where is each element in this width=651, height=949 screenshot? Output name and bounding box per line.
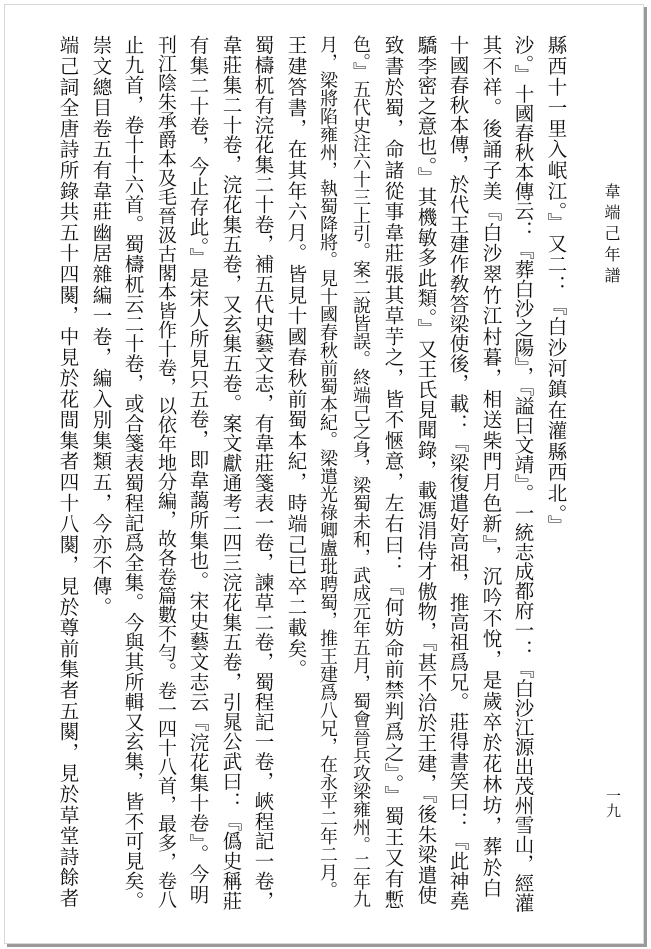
text-column: 刊江陰朱承爵本及毛晉汲古閣本皆作十卷，以依年地分編，故各卷篇數不勻。卷一四十八首，最多，卷八 bbox=[155, 35, 177, 909]
text-column: 驕李密之意也。』其機敏多此類。』又王氏見聞錄，載馮涓侍才傲物，『甚不洽於王建，『後朱梁遣使 bbox=[414, 35, 438, 905]
text-column: 沙。』十國春秋本傳云：『葬白沙之陽』，『謚曰文靖』。一統志成都府一：『白沙江源出茂州雪山，經灌 bbox=[511, 35, 535, 913]
text-column: 崇文總目卷五有韋莊幽居雜編一卷，編入別集類五，今亦不傳。 bbox=[89, 35, 113, 618]
text-column: 韋莊集二十卷，浣花集五卷，又玄集五卷。案文獻通考二四三浣花集五卷，引晁公武曰：『僞史稱莊 bbox=[219, 35, 243, 911]
text-column: 月，梁將陷雍州，執蜀降將。見十國春秋前蜀本紀。梁遣光祿卿盧玭聘蜀，推王建爲八兄，在永平二年二月。 bbox=[317, 35, 338, 899]
text-column: 十國春秋本傳，於代王建作敎答梁使後，載：『梁復遣好高祖，推高祖爲兄。莊得書笑曰：『此神堯 bbox=[446, 35, 470, 911]
book-page bbox=[4, 4, 644, 944]
text-column: 致書於蜀，命諸從事韋莊張其草芋之，皆不愜意，左右曰：『何妨命前禁判爲之』。』蜀王又有慙 bbox=[381, 35, 405, 910]
text-column: 色。』五代史注六十三上引。案二說皆誤。終端己之身，梁蜀未和，武成元年五月，蜀會晉兵攻梁雍州。二年九 bbox=[350, 35, 371, 908]
text-column: 止九首，卷十十六首。蜀檮杌云二十卷，或合箋表蜀程記爲全集。今與其所輯又玄集，皆不可見矣。 bbox=[121, 35, 145, 911]
page-number: 一九 bbox=[604, 788, 622, 818]
text-column: 縣西十一里入岷江。』又二：『白沙河鎮在灌縣西北。』 bbox=[544, 35, 568, 536]
text-column: 其不祥。後誦子美『白沙翠竹江村暮，相送柴門月色新』，沉吟不悅，是歲卒於花林坊，葬於白 bbox=[479, 35, 503, 899]
text-column: 王建答書，在其年六月。皆見十國春秋前蜀本紀，時端己已卒二載矣。 bbox=[284, 35, 308, 680]
text-column: 蜀檮杌有浣花集二十卷，補五代史藝文志，有韋莊箋表一卷，諫草二卷，蜀程記一卷，峽程記一卷， bbox=[251, 35, 275, 911]
text-column: 端己詞全唐詩所錄共五十四闋，中見於花間集者四十八闋，見於尊前集者五闋，見於草堂詩餘者 bbox=[56, 35, 80, 909]
text-column: 有集二十卷，今止存此。』是宋人所見只五卷，即韋藹所集也。宋史藝文志云『浣花集十卷』。今明 bbox=[186, 35, 210, 905]
running-header: 韋端己年譜 bbox=[602, 183, 621, 288]
